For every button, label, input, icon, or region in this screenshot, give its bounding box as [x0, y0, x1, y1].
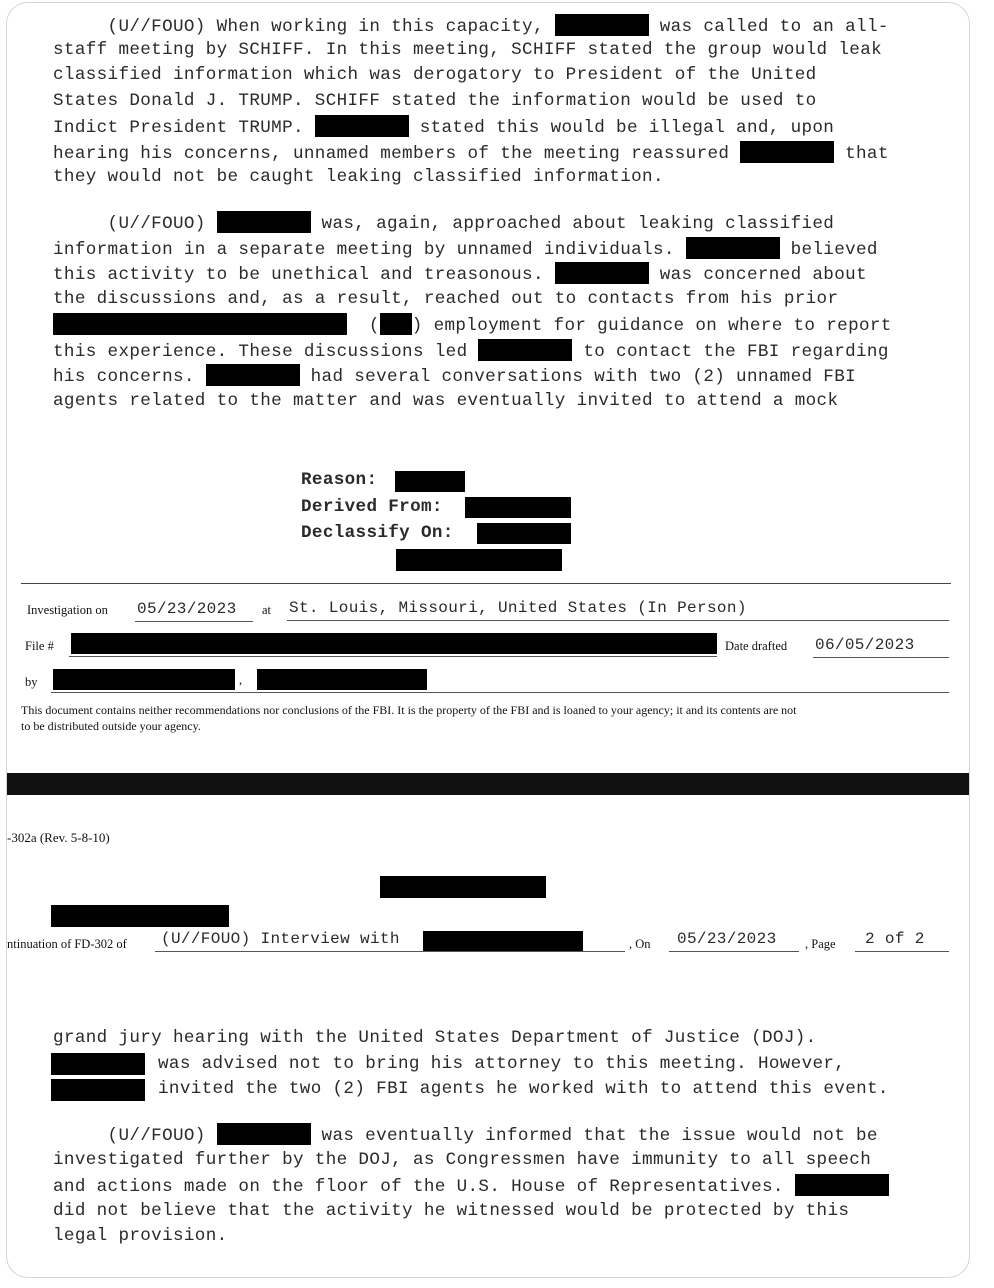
text-segment: information in a separate meeting by unnamed individuals.: [53, 240, 686, 260]
redaction: [53, 669, 235, 690]
on-date: 05/23/2023: [677, 930, 777, 948]
redaction: [257, 669, 427, 690]
by-label: by: [25, 675, 38, 689]
date-drafted: 06/05/2023: [815, 636, 915, 654]
redaction: [51, 1079, 145, 1101]
text-segment: was, again, approached about leaking classified: [310, 214, 835, 234]
form-number: -302a (Rev. 5-8-10): [7, 830, 110, 845]
underline: [813, 657, 949, 658]
text-line: [53, 1123, 878, 1147]
text-line: invited the two (2) FBI agents he worked with to attend this event.: [158, 1079, 889, 1099]
redaction: [380, 876, 546, 898]
underline: [287, 620, 949, 621]
underline: [69, 656, 717, 657]
text-line: States Donald J. TRUMP. SCHIFF stated the information would be used to: [53, 91, 817, 111]
redaction: [396, 549, 562, 571]
by-separator: ,: [239, 673, 243, 687]
redaction: [217, 1123, 311, 1145]
text-line: agents related to the matter and was eventually invited to attend a mock: [53, 391, 839, 411]
reason-label: Reason:: [301, 470, 378, 490]
footer-rule: [21, 583, 951, 584]
text-segment: ) employment for guidance on where to report: [411, 316, 892, 336]
text-segment: was eventually informed that the issue would not be: [310, 1126, 878, 1146]
text-line: [53, 237, 878, 261]
text-segment: (: [368, 316, 380, 336]
redaction: [478, 339, 572, 361]
redaction: [380, 313, 412, 335]
date-drafted-label: Date drafted: [725, 639, 788, 653]
text-line: [53, 1174, 889, 1198]
disclaimer-line-2: to be distributed outside your agency.: [21, 719, 201, 733]
text-line: [53, 313, 892, 337]
redaction: [795, 1174, 889, 1196]
text-line: was advised not to bring his attorney to this meeting. However,: [158, 1054, 846, 1074]
at-label: at: [262, 603, 272, 617]
text-segment: was called to an all-: [648, 17, 889, 37]
declassify-on-label: Declassify On:: [301, 523, 454, 543]
redaction: [51, 905, 229, 927]
text-segment: that: [834, 144, 889, 164]
underline: [855, 951, 949, 952]
text-line: grand jury hearing with the United States Department of Justice (DOJ).: [53, 1028, 817, 1048]
underline: [135, 621, 253, 622]
investigation-location: St. Louis, Missouri, United States (In Person): [289, 599, 747, 617]
redaction: [315, 115, 409, 137]
text-line: did not believe that the activity he witnessed would be protected by this: [53, 1201, 850, 1221]
continuation-value: (U//FOUO) Interview with: [161, 930, 400, 948]
text-line: [53, 141, 889, 165]
redaction: [465, 497, 571, 518]
text-line: [53, 115, 834, 139]
text-segment: this experience. These discussions led: [53, 342, 479, 362]
text-segment: and actions made on the floor of the U.S. House of Representatives.: [53, 1177, 795, 1197]
redaction: [53, 313, 347, 335]
text-segment: stated this would be illegal and, upon: [408, 118, 835, 138]
file-number-label: File #: [25, 639, 54, 653]
text-segment: this activity to be unethical and treasonous.: [53, 265, 555, 285]
text-segment: to contact the FBI regarding: [572, 342, 889, 362]
on-label: , On: [629, 937, 651, 951]
underline: [669, 951, 799, 952]
text-line: [53, 339, 889, 363]
text-line: [53, 211, 834, 235]
text-line: classified information which was derogatory to President of the United: [53, 65, 817, 85]
continuation-label: ntinuation of FD-302 of: [7, 937, 127, 951]
text-segment: (U//FOUO) When working in this capacity,: [53, 17, 555, 37]
text-line: [53, 262, 867, 286]
text-segment: his concerns.: [53, 367, 206, 387]
text-segment: believed: [779, 240, 878, 260]
text-line: investigated further by the DOJ, as Congressmen have immunity to all speech: [53, 1150, 872, 1170]
text-line: the discussions and, as a result, reached out to contacts from his prior: [53, 289, 839, 309]
underline: [155, 951, 625, 952]
redaction: [555, 262, 649, 284]
investigation-date: 05/23/2023: [137, 600, 237, 618]
text-segment: (U//FOUO): [53, 214, 217, 234]
text-segment: was concerned about: [648, 265, 867, 285]
redaction: [395, 471, 465, 492]
text-line: staff meeting by SCHIFF. In this meeting, SCHIFF stated the group would leak: [53, 40, 883, 60]
redaction: [555, 14, 649, 36]
underline: [51, 692, 949, 693]
derived-from-label: Derived From:: [301, 497, 443, 517]
page-label: , Page: [805, 937, 836, 951]
text-segment: (U//FOUO): [53, 1126, 217, 1146]
disclaimer-line-1: This document contains neither recommendations nor conclusions of the FBI. It is the property of the FBI and is loaned to your agency; it and its contents are not: [21, 703, 797, 717]
redaction: [206, 364, 300, 386]
text-segment: had several conversations with two (2) unnamed FBI: [299, 367, 857, 387]
redaction: [686, 237, 780, 259]
redaction: [423, 931, 583, 951]
investigation-on-label: Investigation on: [27, 603, 108, 617]
document-frame: [6, 2, 970, 1278]
redaction: [71, 633, 717, 654]
redaction: [217, 211, 311, 233]
text-line: [53, 364, 856, 388]
text-segment: Indict President TRUMP.: [53, 118, 315, 138]
redaction: [477, 523, 571, 544]
text-line: they would not be caught leaking classified information.: [53, 167, 664, 187]
text-segment: hearing his concerns, unnamed members of the meeting reassured: [53, 144, 741, 164]
redaction: [740, 141, 834, 163]
page-value: 2 of 2: [865, 930, 925, 948]
redaction: [51, 1053, 145, 1075]
page-separator: [7, 773, 969, 795]
text-line: legal provision.: [53, 1226, 228, 1246]
text-line: [53, 14, 889, 38]
